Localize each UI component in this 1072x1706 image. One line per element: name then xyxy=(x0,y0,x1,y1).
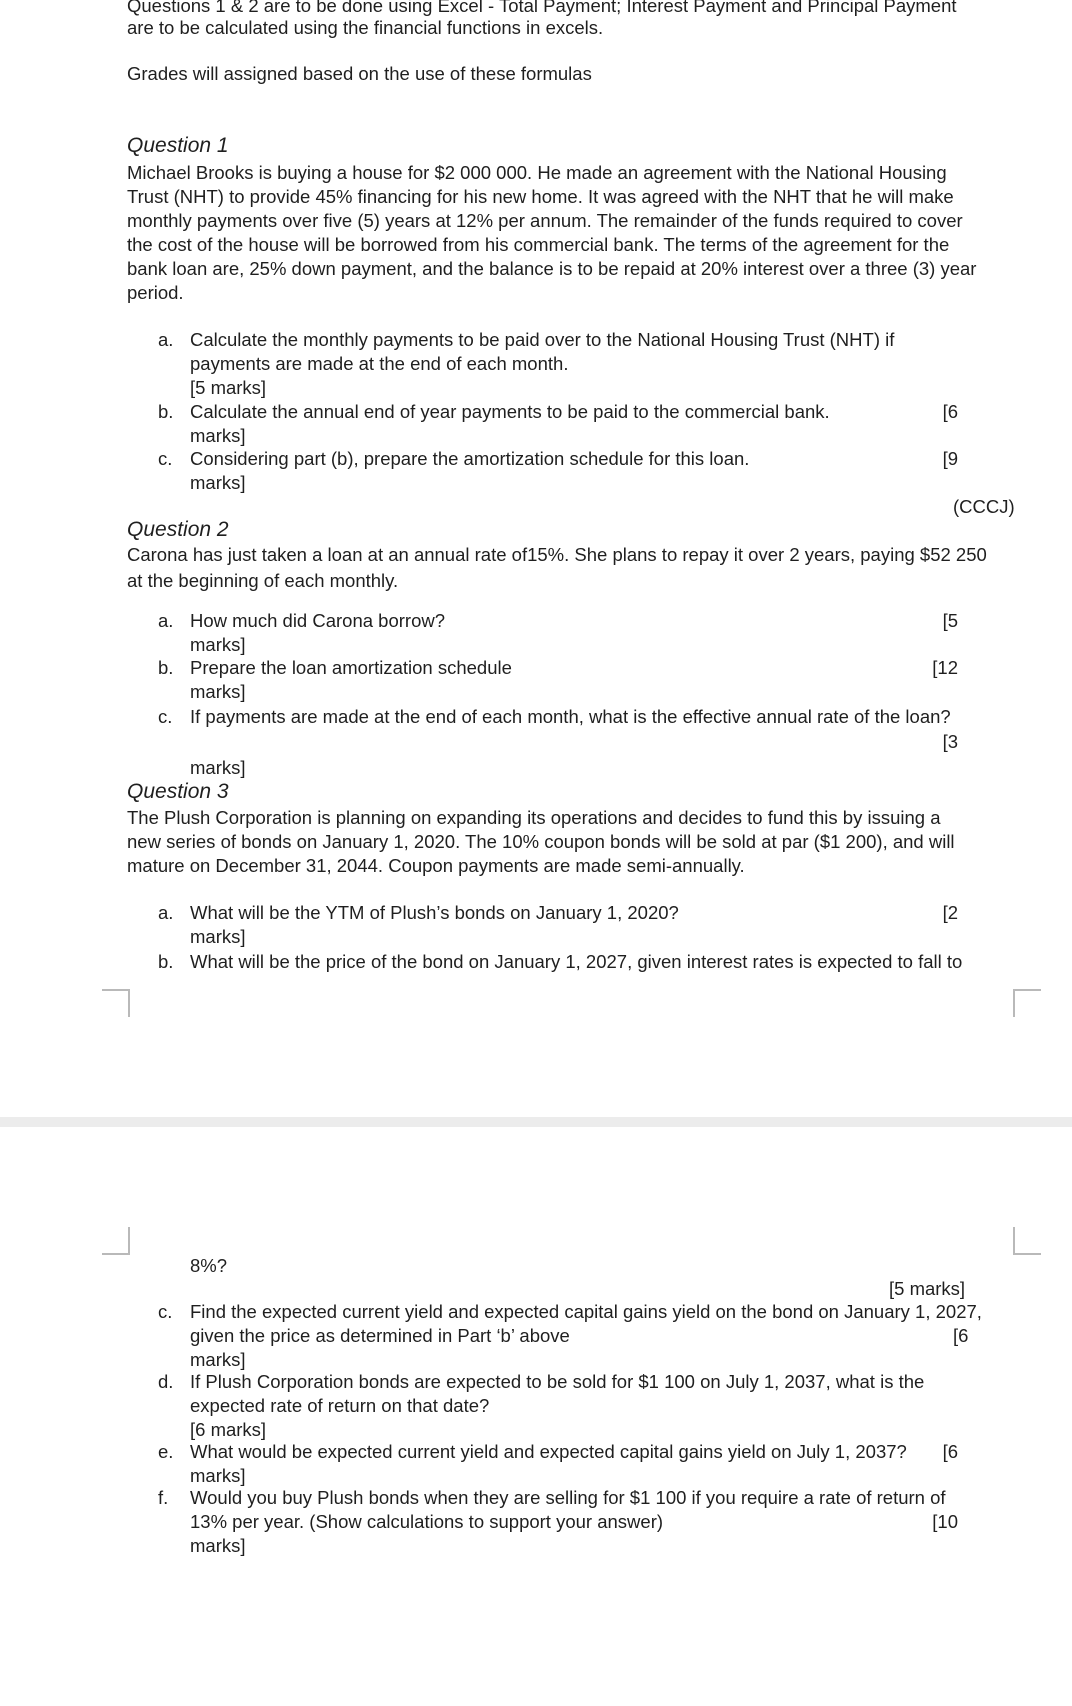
part-text: What will be the price of the bond on January 1, 2027, given interest rates is expected to fall to xyxy=(190,951,963,972)
cccj-tag: (CCCJ) xyxy=(953,496,1015,517)
crop-mark xyxy=(102,989,130,1017)
marks-label: marks] xyxy=(190,926,246,947)
marks-label: [6 marks] xyxy=(190,1419,267,1440)
marks-label: marks] xyxy=(190,425,246,446)
part-label: a. xyxy=(158,902,174,923)
marks-label: marks] xyxy=(190,1465,246,1486)
part-label: a. xyxy=(158,329,174,350)
q3-text-line: The Plush Corporation is planning on expanding its operations and decides to fund this by issuing a xyxy=(127,807,941,828)
part-text: If Plush Corporation bonds are expected to be sold for $1 100 on July 1, 2037, what is the xyxy=(190,1371,925,1392)
q3-text-line: mature on December 31, 2044. Coupon payments are made semi-annually. xyxy=(127,855,745,876)
intro-line-2: are to be calculated using the financial functions in excels. xyxy=(127,17,604,38)
part-text: What will be the YTM of Plush’s bonds on January 1, 2020? xyxy=(190,902,679,923)
marks-bracket: [9 xyxy=(942,448,958,469)
part-text: 8%? xyxy=(190,1255,228,1276)
crop-mark xyxy=(102,1227,130,1255)
question-2-heading: Question 2 xyxy=(127,518,229,541)
part-text: What would be expected current yield and expected capital gains yield on July 1, 2037? xyxy=(190,1441,907,1462)
marks-bracket: [2 xyxy=(942,902,958,923)
part-label: a. xyxy=(158,610,174,631)
marks-label: marks] xyxy=(190,1349,246,1370)
part-text: If payments are made at the end of each month, what is the effective annual rate of the loan? xyxy=(190,706,951,727)
part-text: given the price as determined in Part ‘b’ above xyxy=(190,1325,570,1346)
part-text: Prepare the loan amortization schedule xyxy=(190,657,512,678)
part-label: c. xyxy=(158,706,173,727)
marks-label: [5 marks] xyxy=(190,377,267,398)
part-label: f. xyxy=(158,1487,169,1508)
document-page-2 xyxy=(0,1127,1072,1706)
page-gap xyxy=(0,1117,1072,1127)
part-text: Calculate the monthly payments to be paid over to the National Housing Trust (NHT) if xyxy=(190,329,895,350)
crop-mark xyxy=(1013,989,1041,1017)
question-1-heading: Question 1 xyxy=(127,134,229,157)
q1-text-line: Trust (NHT) to provide 45% financing for his new home. It was agreed with the NHT that he will make xyxy=(127,186,954,207)
part-text: Calculate the annual end of year payments to be paid to the commercial bank. xyxy=(190,401,830,422)
q1-text-line: period. xyxy=(127,282,184,303)
q2-text-line: at the beginning of each monthly. xyxy=(127,570,399,591)
marks-bracket: [10 xyxy=(932,1511,958,1532)
part-text: 13% per year. (Show calculations to support your answer) xyxy=(190,1511,664,1532)
crop-mark xyxy=(1013,1227,1041,1255)
part-text: payments are made at the end of each month. xyxy=(190,353,569,374)
marks-bracket: [6 xyxy=(953,1325,969,1346)
q1-text-line: Michael Brooks is buying a house for $2 000 000. He made an agreement with the National Housing xyxy=(127,162,947,183)
part-text: Find the expected current yield and expected capital gains yield on the bond on January 1, 2027, xyxy=(190,1301,982,1322)
part-text: Would you buy Plush bonds when they are selling for $1 100 if you require a rate of return of xyxy=(190,1487,946,1508)
marks-bracket: [6 xyxy=(942,401,958,422)
part-text: Considering part (b), prepare the amortization schedule for this loan. xyxy=(190,448,750,469)
part-label: b. xyxy=(158,401,174,422)
q1-text-line: the cost of the house will be borrowed from his commercial bank. The terms of the agreement for the xyxy=(127,234,950,255)
part-label: e. xyxy=(158,1441,174,1462)
grades-note: Grades will assigned based on the use of these formulas xyxy=(127,63,592,84)
part-label: c. xyxy=(158,448,173,469)
marks-label: [5 marks] xyxy=(889,1278,966,1299)
part-label: b. xyxy=(158,951,174,972)
marks-bracket: [12 xyxy=(932,657,958,678)
marks-bracket: [3 xyxy=(942,731,958,752)
marks-label: marks] xyxy=(190,634,246,655)
part-text: How much did Carona borrow? xyxy=(190,610,446,631)
marks-bracket: [6 xyxy=(942,1441,958,1462)
part-label: c. xyxy=(158,1301,173,1322)
marks-label: marks] xyxy=(190,1535,246,1556)
q1-text-line: bank loan are, 25% down payment, and the balance is to be repaid at 20% interest over a three (3) year xyxy=(127,258,977,279)
marks-label: marks] xyxy=(190,472,246,493)
part-text: expected rate of return on that date? xyxy=(190,1395,490,1416)
q3-text-line: new series of bonds on January 1, 2020. The 10% coupon bonds will be sold at par ($1 200), and will xyxy=(127,831,955,852)
marks-label: marks] xyxy=(190,757,246,778)
part-label: b. xyxy=(158,657,174,678)
part-label: d. xyxy=(158,1371,174,1392)
marks-bracket: [5 xyxy=(942,610,958,631)
intro-line-1: Questions 1 & 2 are to be done using Excel - Total Payment; Interest Payment and Principal Payment xyxy=(127,0,957,16)
marks-label: marks] xyxy=(190,681,246,702)
question-3-heading: Question 3 xyxy=(127,780,229,803)
q2-text-line: Carona has just taken a loan at an annual rate of15%. She plans to repay it over 2 years, paying $52 250 xyxy=(127,544,987,565)
q1-text-line: monthly payments over five (5) years at 12% per annum. The remainder of the funds required to cover xyxy=(127,210,963,231)
